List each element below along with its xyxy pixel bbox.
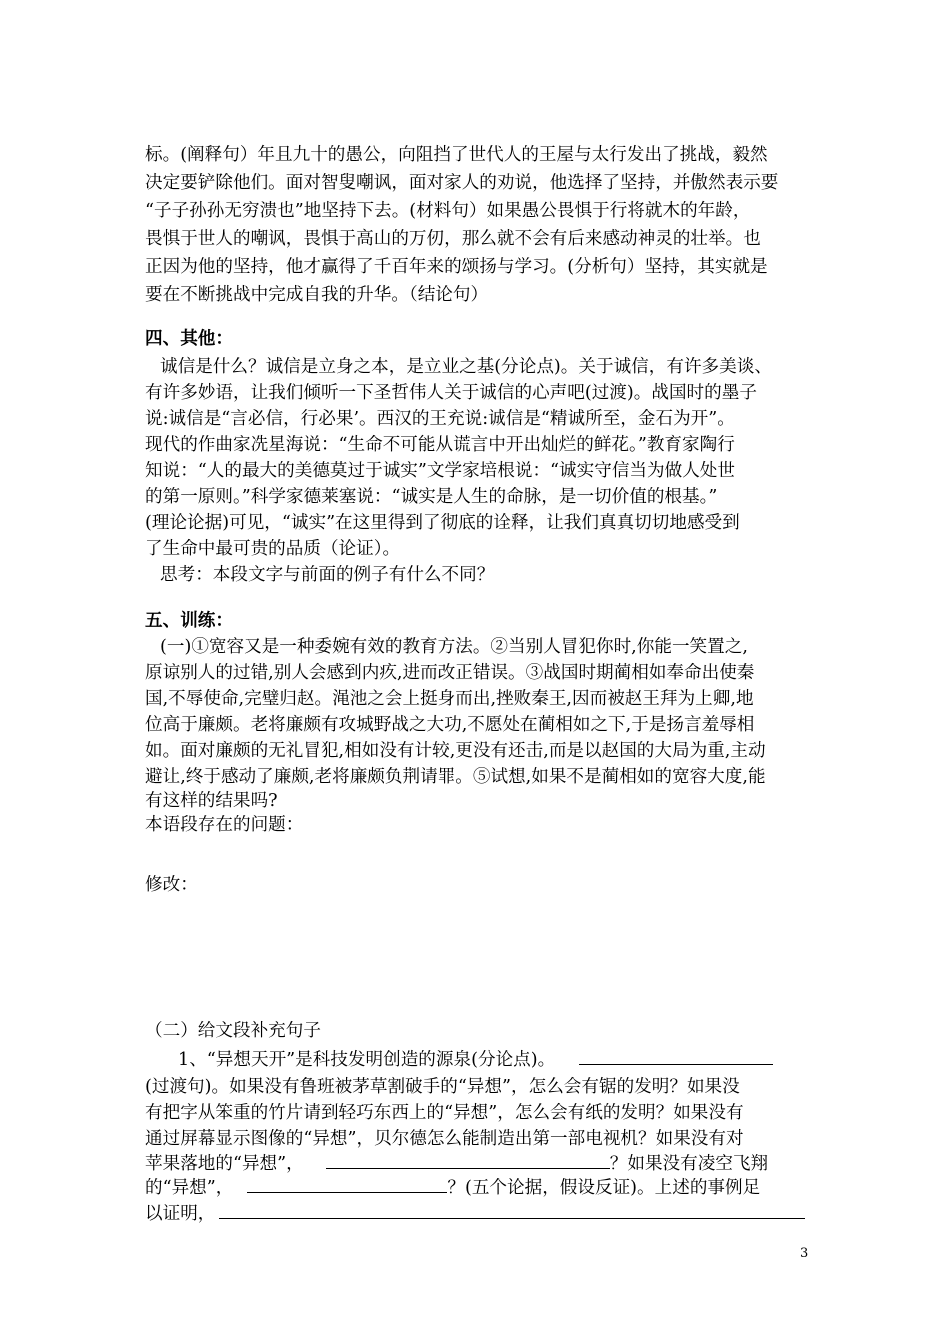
answer-blank[interactable] <box>247 1174 447 1193</box>
section-heading-other: 四、其他： <box>145 329 233 349</box>
fill-text: 苹果落地的“异想”， <box>145 1154 304 1174</box>
paragraph-line: (一)①宽容又是一种委婉有效的教育方法。②当别人冒犯你时,你能一笑置之, <box>160 637 748 657</box>
answer-blank[interactable] <box>326 1150 610 1169</box>
paragraph-line: 的第一原则。”科学家德莱塞说：“诚实是人生的命脉，是一切价值的根基。” <box>145 487 718 507</box>
part2-title: （二）给文段补充句子 <box>145 1021 321 1041</box>
answer-blank[interactable] <box>219 1200 805 1219</box>
paragraph-line: (过渡句)。如果没有鲁班被茅草割破手的“异想”，怎么会有锯的发明？如果没 <box>145 1077 740 1097</box>
paragraph-line: 国,不辱使命,完璧归赵。渑池之会上挺身而出,挫败秦王,因而被赵王拜为上卿,地 <box>145 689 754 709</box>
paragraph-line: 知说：“人的最大的美德莫过于诚实”文学家培根说：“诚实守信当为做人处世 <box>145 461 735 481</box>
fill-text: 以证明， <box>145 1204 216 1224</box>
paragraph-line: 正因为他的坚持，他才赢得了千百年来的颂扬与学习。(分析句）坚持，其实就是 <box>145 257 768 277</box>
page-number: 3 <box>800 1246 809 1261</box>
paragraph-line: 有这样的结果吗? <box>145 791 278 811</box>
fill-line-6 <box>145 1174 760 1200</box>
answer-blank[interactable] <box>579 1046 773 1065</box>
fill-line-1 <box>178 1046 773 1072</box>
paragraph-line: 了生命中最可贵的品质（论证）。 <box>145 539 401 559</box>
paragraph-line: 诚信是什么？诚信是立身之本，是立业之基(分论点)。关于诚信，有许多美谈、 <box>160 357 772 377</box>
paragraph-line: 有许多妙语，让我们倾听一下圣哲伟人关于诚信的心声吧(过渡)。战国时的墨子 <box>145 383 757 403</box>
fill-text: ？如果没有凌空飞翔 <box>609 1154 769 1174</box>
paragraph-line: “子子孙孙无穷溃也”地坚持下去。(材料句）如果愚公畏惧于行将就木的年龄， <box>145 201 751 221</box>
paragraph-line: 如。面对廉颇的无礼冒犯,相如没有计较,更没有还击,而是以赵国的大局为重,主动 <box>145 741 766 761</box>
paragraph-line: 说:诚信是“言必信，行必果’。西汉的王充说:诚信是“精诚所至，金石为开”。 <box>145 409 735 429</box>
paragraph-line: 位高于廉颇。老将廉颇有攻城野战之大功,不愿处在蔺相如之下,于是扬言羞辱相 <box>145 715 755 735</box>
paragraph-line: 通过屏幕显示图像的“异想”，贝尔德怎么能制造出第一部电视机？如果没有对 <box>145 1129 744 1149</box>
paragraph-line: 现代的作曲家冼星海说：“生命不可能从谎言中开出灿烂的鲜花。”教育家陶行 <box>145 435 735 455</box>
fill-text: ？(五个论据，假设反证)。上述的事例足 <box>447 1178 761 1198</box>
paragraph-line: 畏惧于世人的嘲讽，畏惧于高山的万仞，那么就不会有后来感动神灵的壮举。也 <box>145 229 761 249</box>
fill-line-5 <box>145 1150 768 1176</box>
paragraph-line: 有把字从笨重的竹片请到轻巧东西上的“异想”，怎么会有纸的发明？如果没有 <box>145 1103 744 1123</box>
fill-text: 的“异想”， <box>145 1178 234 1198</box>
paragraph-line: (理论论据)可见，“诚实”在这里得到了彻底的诠释，让我们真真切切地感受到 <box>145 513 740 533</box>
paragraph-line: 原谅别人的过错,别人会感到内疚,进而改正错误。③战国时期蔺相如奉命出使秦 <box>145 663 755 683</box>
section-heading-training: 五、训练： <box>145 611 233 631</box>
revise-label: 修改： <box>145 875 198 895</box>
paragraph-line: 避让,终于感动了廉颇,老将廉颇负荆请罪。⑤试想,如果不是蔺相如的宽容大度,能 <box>145 767 766 787</box>
paragraph-line: 标。(阐释句）年且九十的愚公，向阻挡了世代人的王屋与太行发出了挑战，毅然 <box>145 145 768 165</box>
thinking-question: 思考：本段文字与前面的例子有什么不同？ <box>160 565 495 585</box>
problem-label: 本语段存在的问题： <box>145 815 304 835</box>
fill-text: 1、“异想天开”是科技发明创造的源泉(分论点)。 <box>178 1050 556 1070</box>
paragraph-line: 决定要铲除他们。面对智叟嘲讽，面对家人的劝说，他选择了坚持，并傲然表示要 <box>145 173 779 193</box>
fill-line-7 <box>145 1200 805 1226</box>
paragraph-line: 要在不断挑战中完成自我的升华。（结论句） <box>145 285 489 305</box>
